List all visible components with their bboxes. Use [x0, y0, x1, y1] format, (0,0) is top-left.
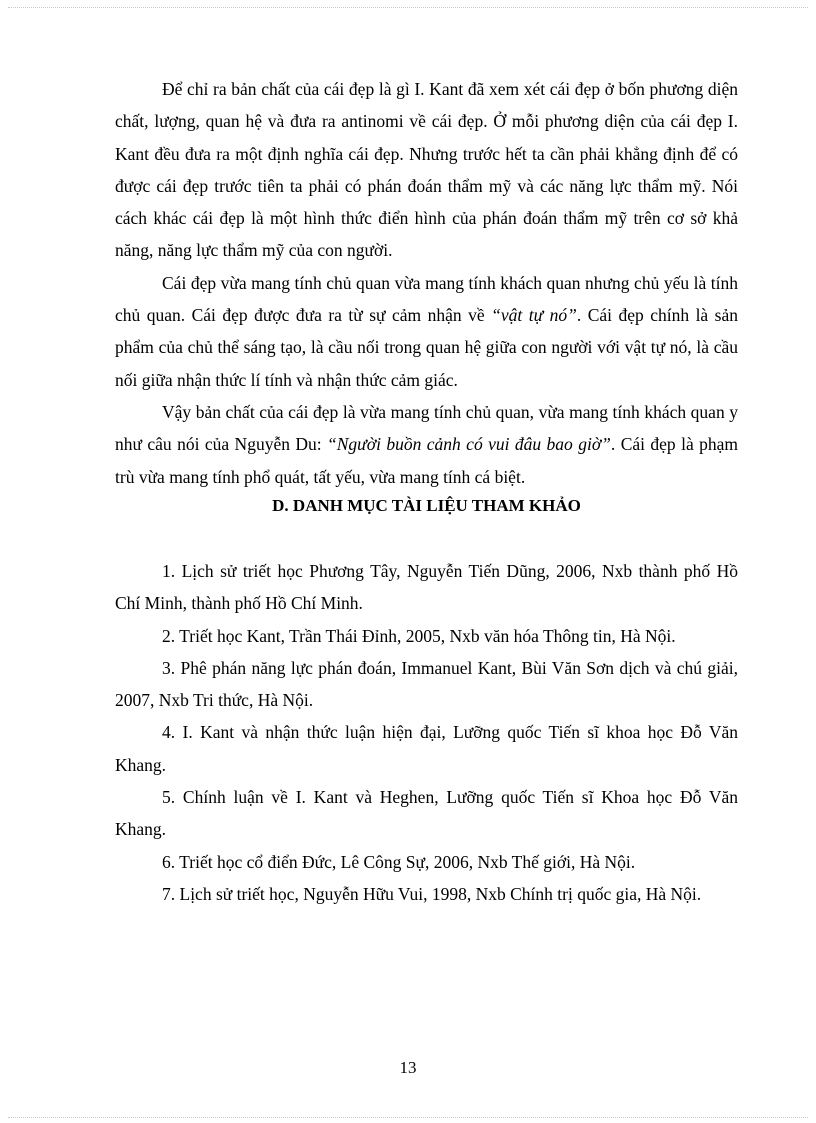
references-heading: D. DANH MỤC TÀI LIỆU THAM KHẢO: [272, 496, 581, 515]
reference-item: 5. Chính luận về I. Kant và Heghen, Lưỡng quốc Tiến sĩ Khoa học Đỗ Văn Khang.: [115, 787, 738, 840]
reference-item: 6. Triết học cổ điển Đức, Lê Công Sự, 2006, Nxb Thế giới, Hà Nội.: [162, 851, 636, 872]
paragraph-2: [115, 267, 738, 396]
page-number: 13: [399, 1058, 417, 1077]
paragraph-3-quote: “Người buồn cảnh có vui đâu bao giờ”: [327, 434, 611, 455]
reference-item: 4. I. Kant và nhận thức luận hiện đại, Lưỡng quốc Tiến sĩ khoa học Đỗ Văn Khang.: [115, 722, 738, 775]
paragraph-1: Để chỉ ra bản chất của cái đẹp là gì I. Kant đã xem xét cái đẹp ở bốn phương diện chất, lượng, quan hệ và đưa ra antinomi về cái đẹp. Ở mỗi phương diện của cái đẹp I. Kant đều đưa ra một định nghĩa cái đẹp. Nhưng trước hết ta cần phải khẳng định để có được cái đẹp trước tiên ta phải có phán đoán thẩm mỹ và các năng lực thẩm mỹ. Nói cách khác cái đẹp là một hình thức điển hình của phán đoán thẩm mỹ trên cơ sở khả năng, năng lực thẩm mỹ của con người.: [115, 79, 738, 261]
reference-item: 1. Lịch sử triết học Phương Tây, Nguyễn Tiến Dũng, 2006, Nxb thành phố Hồ Chí Minh, thành phố Hồ Chí Minh.: [115, 561, 738, 614]
paragraph-2-text-before: Cái đẹp vừa mang tính chủ quan vừa mang tính khách quan nhưng chủ yếu là tính chủ quan. Cái đẹp được đưa ra từ sự cảm nhận về: [115, 272, 738, 326]
paragraph-3: [115, 396, 738, 493]
reference-item: 3. Phê phán năng lực phán đoán, Immanuel Kant, Bùi Văn Sơn dịch và chú giải, 2007, Nxb Tri thức, Hà Nội.: [115, 657, 738, 711]
paragraph-3-text-after: . Cái đẹp là phạm trù vừa mang tính phổ quát, tất yếu, vừa mang tính cá biệt.: [115, 434, 738, 487]
paragraph-3-text-before: Vậy bản chất của cái đẹp là vừa mang tính chủ quan, vừa mang tính khách quan y như câu nói của Nguyễn Du:: [115, 401, 738, 455]
page-border-bottom: [8, 1117, 808, 1118]
paragraph-2-quote: “vật tự nó”: [491, 305, 577, 326]
page-border-top: [8, 7, 808, 8]
reference-item: 7. Lịch sử triết học, Nguyễn Hữu Vui, 1998, Nxb Chính trị quốc gia, Hà Nội.: [162, 883, 702, 904]
paragraph-2-text-after: . Cái đẹp chính là sản phẩm của chủ thể sáng tạo, là cầu nối trong quan hệ giữa con người với vật tự nó, là cầu nối giữa nhận thức lí tính và nhận thức cảm giác.: [115, 305, 739, 390]
body-text: [115, 73, 738, 493]
references-list: [115, 555, 738, 910]
reference-item: 2. Triết học Kant, Trần Thái Đỉnh, 2005, Nxb văn hóa Thông tin, Hà Nội.: [162, 625, 676, 646]
